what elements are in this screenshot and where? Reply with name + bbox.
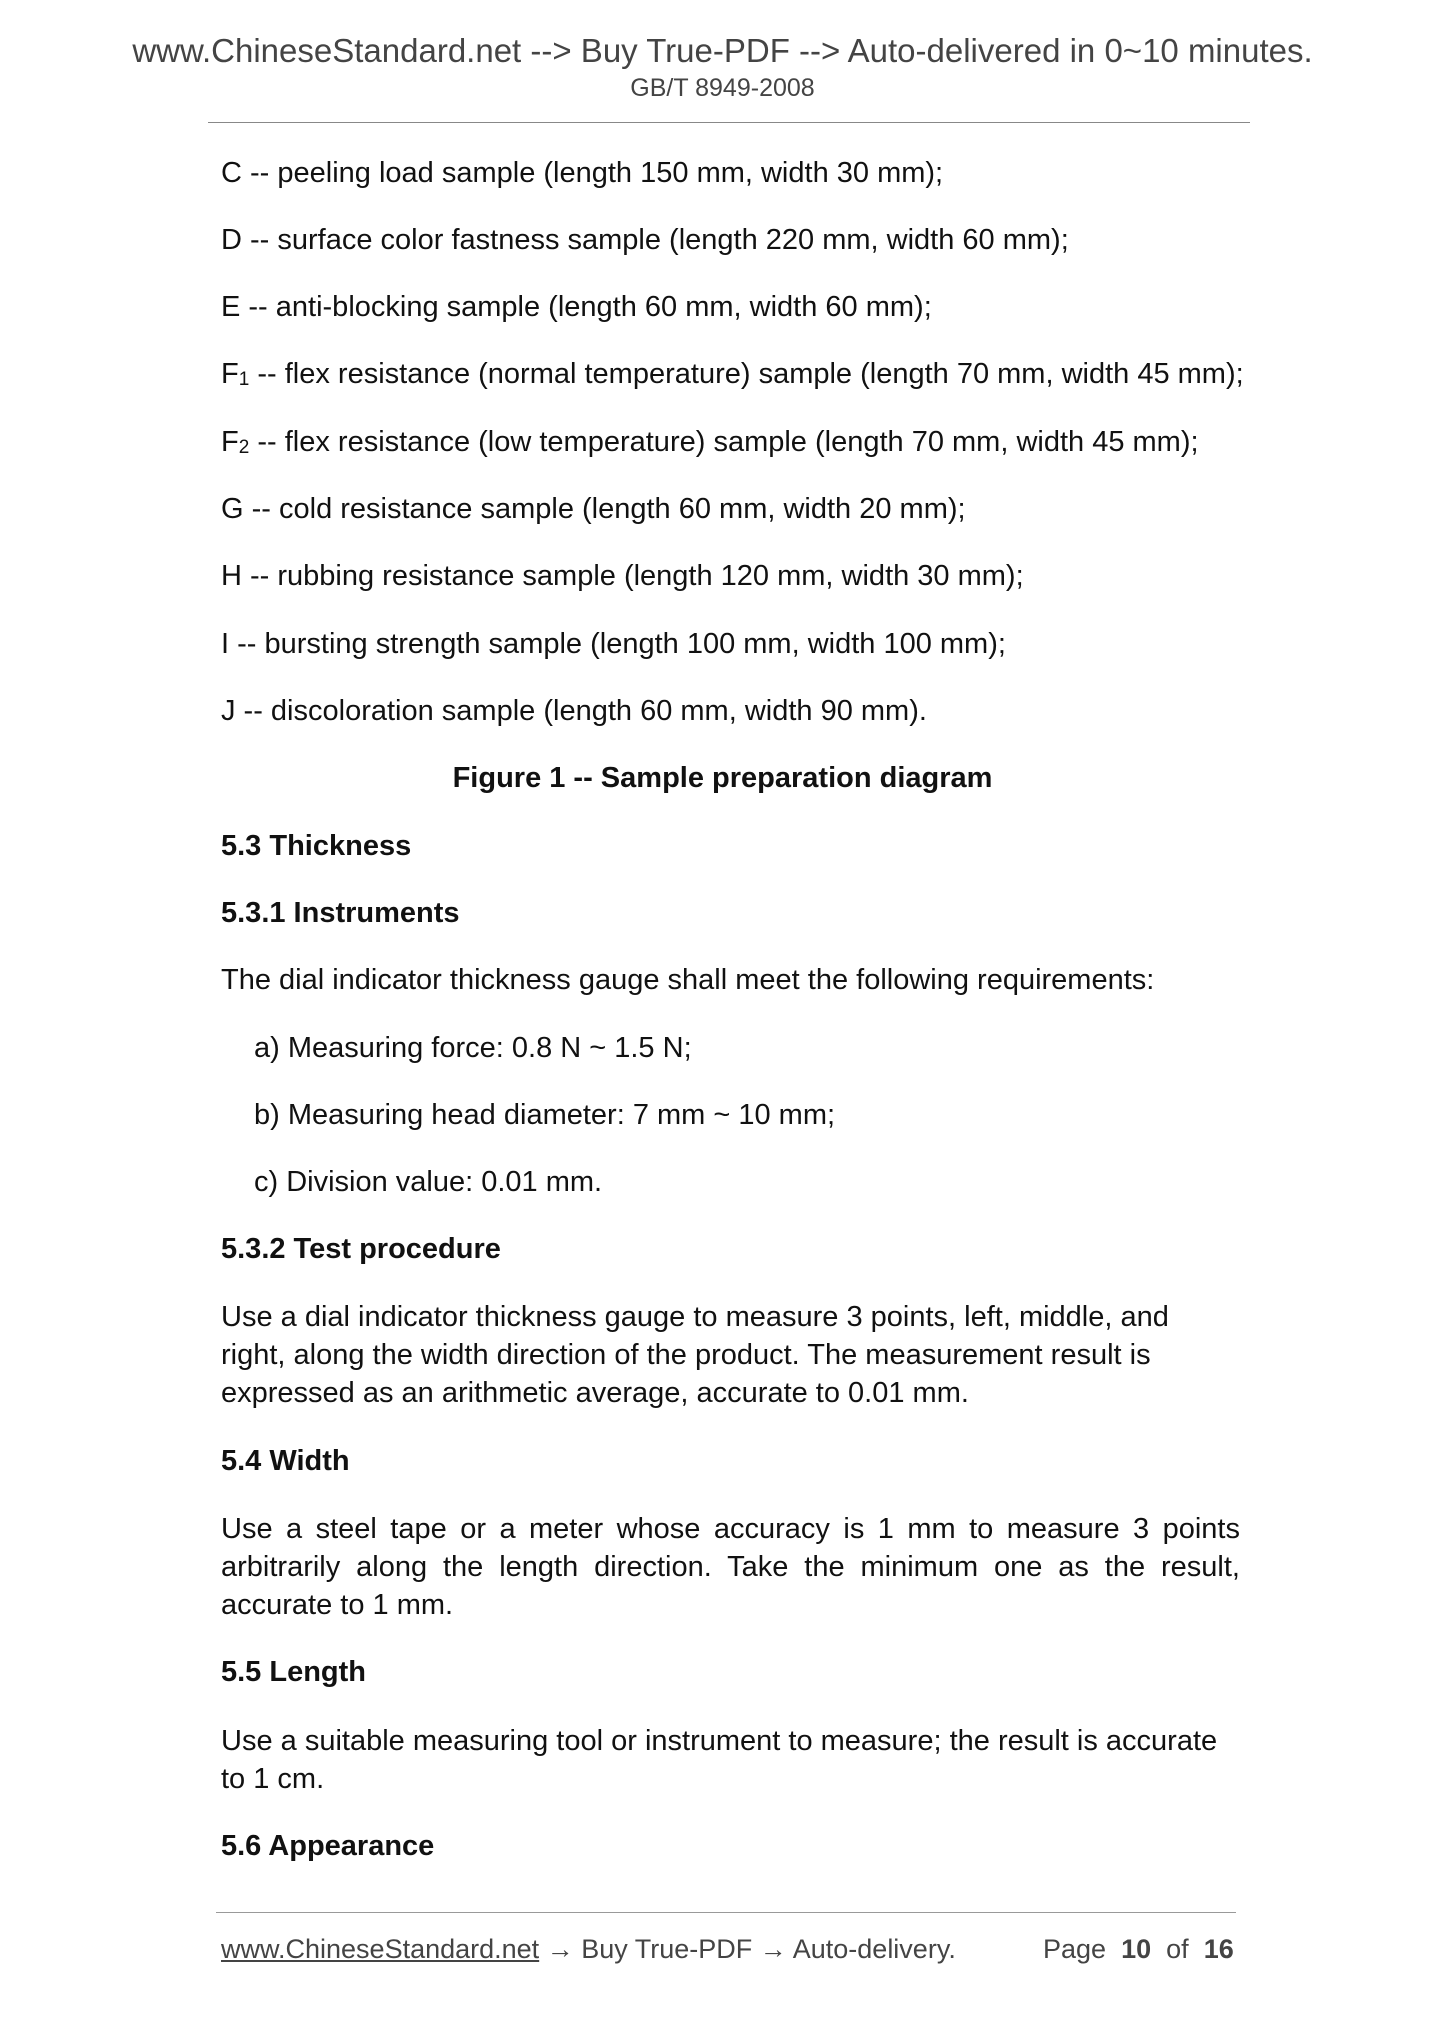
section-5-3-heading: 5.3 Thickness [221, 830, 412, 862]
sample-item-f1: $F_1$ -- flex resistance (normal temperature) sample (length 70 mm, width 45 mm); [221, 358, 1244, 390]
sample-item-e: E -- anti-blocking sample (length 60 mm, width 60 mm); [221, 291, 932, 323]
section-5-4-heading: 5.4 Width [221, 1445, 350, 1477]
total-pages: 16 [1203, 1934, 1234, 1964]
sample-item-c: C -- peeling load sample (length 150 mm, width 30 mm); [221, 157, 944, 189]
header-divider [208, 122, 1250, 123]
footer-left [221, 1934, 956, 1965]
standard-number: GB/T 8949-2008 [630, 74, 815, 102]
footer-tagline: → Buy True-PDF → Auto-delivery. [539, 1934, 956, 1964]
section-5-3-1-heading: 5.3.1 Instruments [221, 897, 460, 929]
sample-item-i: I -- bursting strength sample (length 100 mm, width 100 mm); [221, 628, 1006, 660]
width-text: Use a steel tape or a meter whose accuracy is 1 mm to measure 3 points arbitrarily along the length direction. Take the minimum one as the result, accurate to 1 mm. [221, 1513, 1240, 1621]
page-indicator: Page 10 of 16 [1043, 1934, 1234, 1964]
current-page: 10 [1121, 1934, 1152, 1964]
length-text: Use a suitable measuring tool or instrument to measure; the result is accurate to 1 cm. [221, 1725, 1218, 1795]
section-5-5-heading: 5.5 Length [221, 1656, 367, 1688]
sample-item-g: G -- cold resistance sample (length 60 mm, width 20 mm); [221, 493, 966, 525]
section-5-3-2-heading: 5.3.2 Test procedure [221, 1233, 501, 1265]
footer-site-link[interactable]: www.ChineseStandard.net [221, 1934, 540, 1964]
requirement-c: c) Division value: 0.01 mm. [254, 1166, 603, 1198]
test-procedure-text: Use a dial indicator thickness gauge to measure 3 points, left, middle, and right, along the width direction of the product. The measurement result is expressed as an arithmetic average, accurate to 0.01 mm. [221, 1301, 1169, 1409]
header-banner: www.ChineseStandard.net --> Buy True-PDF --> Auto-delivered in 0~10 minutes. [132, 32, 1313, 69]
requirement-b: b) Measuring head diameter: 7 mm ~ 10 mm; [254, 1099, 836, 1131]
sample-item-j: J -- discoloration sample (length 60 mm, width 90 mm). [221, 695, 927, 727]
figure-caption: Figure 1 -- Sample preparation diagram [452, 762, 993, 794]
instruments-intro: The dial indicator thickness gauge shall meet the following requirements: [221, 964, 1155, 996]
sample-item-h: H -- rubbing resistance sample (length 120 mm, width 30 mm); [221, 560, 1024, 592]
section-5-6-heading: 5.6 Appearance [221, 1830, 435, 1862]
requirement-a: a) Measuring force: 0.8 N ~ 1.5 N; [254, 1032, 692, 1064]
footer-divider [216, 1912, 1236, 1913]
sample-item-f2: $F_2$ -- flex resistance (low temperature) sample (length 70 mm, width 45 mm); [221, 426, 1199, 458]
sample-item-d: D -- surface color fastness sample (length 220 mm, width 60 mm); [221, 224, 1069, 256]
